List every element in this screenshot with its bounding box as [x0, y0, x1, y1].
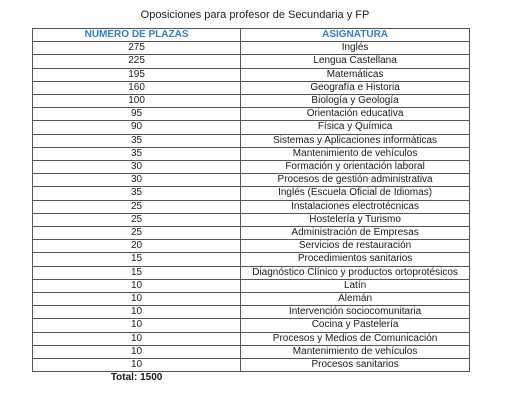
cell-asignatura: Servicios de restauración	[241, 240, 470, 253]
cell-plazas: 100	[33, 95, 241, 108]
cell-plazas: 15	[33, 266, 241, 279]
cell-plazas: 30	[33, 174, 241, 187]
table-row	[33, 345, 470, 358]
cell-asignatura: Cocina y Pastelería	[241, 319, 470, 332]
table-row	[33, 266, 470, 279]
table-row	[33, 81, 470, 94]
cell-plazas: 95	[33, 108, 241, 121]
table-row	[33, 121, 470, 134]
total-row	[33, 372, 470, 385]
cell-plazas: 25	[33, 227, 241, 240]
cell-plazas: 25	[33, 213, 241, 226]
cell-asignatura: Diagnóstico Clínico y productos ortoprotésicos	[241, 266, 470, 279]
header-asignatura: ASIGNATURA	[241, 29, 470, 42]
cell-asignatura: Procesos sanitarios	[241, 359, 470, 372]
table-row	[33, 279, 470, 292]
table-body	[33, 42, 470, 372]
table-row	[33, 134, 470, 147]
table-row	[33, 319, 470, 332]
table-row	[33, 227, 470, 240]
cell-plazas: 225	[33, 55, 241, 68]
cell-asignatura: Intervención sociocomunitaria	[241, 306, 470, 319]
total-label: Total: 1500	[110, 372, 163, 384]
table-row	[33, 55, 470, 68]
cell-plazas: 10	[33, 279, 241, 292]
cell-asignatura: Inglés	[241, 42, 470, 55]
cell-asignatura: Administración de Empresas	[241, 227, 470, 240]
cell-plazas: 160	[33, 81, 241, 94]
cell-asignatura: Sistemas y Aplicaciones informáticas	[241, 134, 470, 147]
cell-asignatura: Alemán	[241, 293, 470, 306]
table-row	[33, 359, 470, 372]
cell-asignatura: Lengua Castellana	[241, 55, 470, 68]
cell-plazas: 10	[33, 332, 241, 345]
cell-asignatura: Mantenimiento de vehículos	[241, 147, 470, 160]
cell-asignatura: Procesos y Medios de Comunicación	[241, 332, 470, 345]
cell-asignatura: Física y Química	[241, 121, 470, 134]
cell-plazas: 25	[33, 200, 241, 213]
cell-asignatura: Instalaciones electrotécnicas	[241, 200, 470, 213]
cell-asignatura: Biología y Geología	[241, 95, 470, 108]
cell-asignatura: Matemáticas	[241, 68, 470, 81]
cell-plazas: 10	[33, 306, 241, 319]
table-row	[33, 68, 470, 81]
table-row	[33, 108, 470, 121]
table-row	[33, 174, 470, 187]
cell-plazas: 35	[33, 147, 241, 160]
cell-plazas: 10	[33, 319, 241, 332]
cell-asignatura: Hostelería y Turismo	[241, 213, 470, 226]
cell-asignatura: Mantenimiento de vehículos	[241, 345, 470, 358]
document-title: Oposiciones para profesor de Secundaria y FP	[140, 9, 370, 21]
table-row	[33, 187, 470, 200]
table-row	[33, 293, 470, 306]
cell-asignatura: Latín	[241, 279, 470, 292]
plazas-table	[32, 28, 470, 384]
cell-asignatura: Procesos de gestión administrativa	[241, 174, 470, 187]
table-row	[33, 147, 470, 160]
header-numero-plazas: NÚMERO DE PLAZAS	[33, 29, 241, 42]
cell-plazas: 195	[33, 68, 241, 81]
cell-plazas: 20	[33, 240, 241, 253]
cell-plazas: 275	[33, 42, 241, 55]
cell-plazas: 15	[33, 253, 241, 266]
cell-plazas: 35	[33, 134, 241, 147]
table-row	[33, 161, 470, 174]
table-row	[33, 253, 470, 266]
table-row	[33, 200, 470, 213]
cell-asignatura: Procedimientos sanitarios	[241, 253, 470, 266]
table-row	[33, 42, 470, 55]
cell-plazas: 10	[33, 359, 241, 372]
cell-plazas: 10	[33, 345, 241, 358]
cell-plazas: 30	[33, 161, 241, 174]
cell-plazas: 35	[33, 187, 241, 200]
cell-asignatura: Orientación educativa	[241, 108, 470, 121]
table-row	[33, 213, 470, 226]
table-header-row	[33, 29, 470, 42]
cell-asignatura: Formación y orientación laboral	[241, 161, 470, 174]
table-row	[33, 95, 470, 108]
cell-plazas: 90	[33, 121, 241, 134]
table-row	[33, 306, 470, 319]
cell-asignatura: Geografía e Historia	[241, 81, 470, 94]
cell-asignatura: Inglés (Escuela Oficial de Idiomas)	[241, 187, 470, 200]
table-row	[33, 240, 470, 253]
table-row	[33, 332, 470, 345]
total-empty-cell	[241, 372, 470, 385]
cell-plazas: 10	[33, 293, 241, 306]
